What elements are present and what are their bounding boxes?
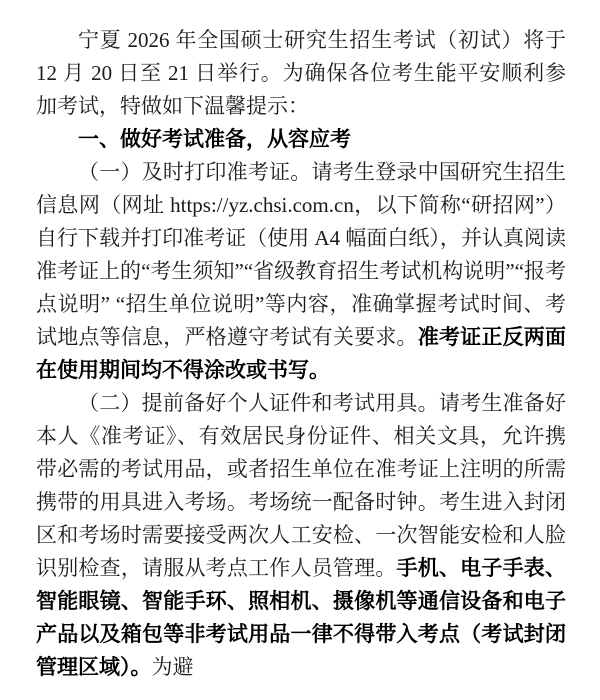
item-2-trailing-text: 为避 bbox=[151, 655, 194, 679]
item-2-bold-warning: 手机、电子手表、智能眼镜、智能手环、照相机、摄像机等通信设备和电子产品以及箱包等非考试用品一律不得带入考点（考试封闭管理区域）。 bbox=[36, 557, 567, 679]
paragraph-intro bbox=[36, 24, 566, 123]
notice-document bbox=[36, 24, 566, 684]
section-heading bbox=[36, 123, 566, 156]
paragraph-item-2 bbox=[36, 387, 566, 684]
paragraph-item-1 bbox=[36, 156, 566, 387]
item-1-bold-warning: 准考证正反两面在使用期间均不得涂改或书写。 bbox=[36, 326, 566, 382]
item-1-text: （一）及时打印准考证。请考生登录中国研究生招生信息网（网址 https://yz.chsi.com.cn，以下简称“研招网”）自行下载并打印准考证（使用 A4 幅面白纸），并认真阅读准考证上的“考生须知”“省级教育招生考试机构说明”“报考点说明” “招生单位说明”等内容，准确掌握考试时间、考试地点等信息，严格遵守考试有关要求。 bbox=[36, 160, 566, 349]
item-2-text: （二）提前备好个人证件和考试用具。请考生准备好本人《准考证》、有效居民身份证件、相关文具，允许携带必需的考试用品，或者招生单位在准考证上注明的所需携带的用具进入考场。考场统一配备时钟。考生进入封闭区和考场时需要接受两次人工安检、一次智能安检和人脸识别检查，请服从考点工作人员管理。 bbox=[36, 391, 566, 580]
intro-text: 宁夏 2026 年全国硕士研究生招生考试（初试）将于 12 月 20 日至 21 日举行。为确保各位考生能平安顺利参加考试，特做如下温馨提示： bbox=[36, 28, 566, 118]
section-heading-text: 一、做好考试准备，从容应考 bbox=[78, 128, 351, 151]
